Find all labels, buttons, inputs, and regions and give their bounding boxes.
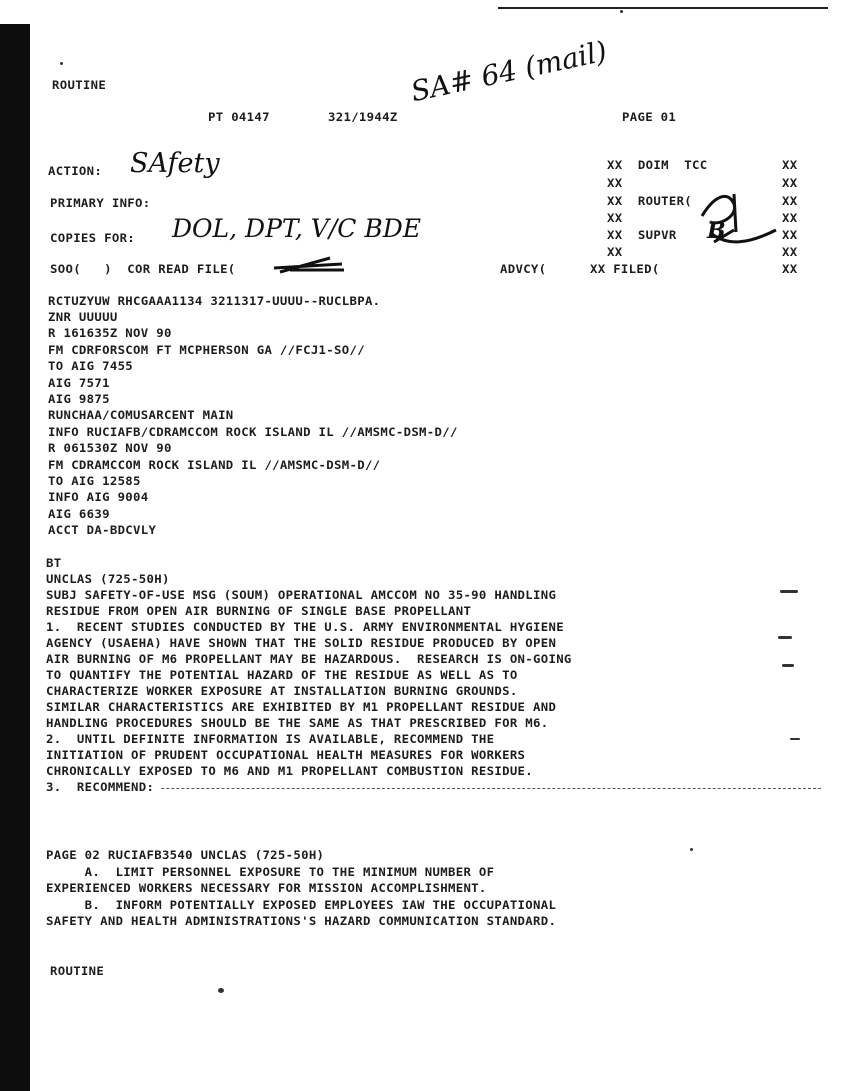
page-break-rule <box>46 788 821 789</box>
right-xx-2: XX <box>782 176 798 190</box>
scan-speck <box>690 848 693 851</box>
routing-line-6: AIG 7571 <box>48 376 110 390</box>
right-xx-4: XX <box>782 211 798 225</box>
routing-line-11: FM CDRAMCCOM ROCK ISLAND IL //AMSMC-DSM-D// <box>48 458 381 472</box>
scan-margin-bar <box>0 24 30 1091</box>
body-line-13: INITIATION OF PRUDENT OCCUPATIONAL HEALTH MEASURES FOR WORKERS <box>46 748 526 762</box>
routing-doim-tcc: XX DOIM TCC <box>607 158 708 172</box>
initials-handwritten: B <box>707 218 726 244</box>
body-line-15: 3. RECOMMEND: <box>46 780 161 794</box>
action-label: ACTION: <box>48 164 103 178</box>
precedence-top: ROUTINE <box>52 78 107 92</box>
body-line-6: AGENCY (USAEHA) HAVE SHOWN THAT THE SOLID RESIDUE PRODUCED BY OPEN <box>46 636 557 650</box>
right-xx-7: XX <box>782 262 798 276</box>
routing-line-7: AIG 9875 <box>48 392 110 406</box>
scan-speck <box>218 988 224 993</box>
date-time-group: 321/1944Z <box>328 110 398 124</box>
pt-number: PT 04147 <box>208 110 270 124</box>
routing-row-1: XX <box>607 176 623 190</box>
primary-info-label: PRIMARY INFO: <box>50 196 151 210</box>
sa-handwritten-note: SA# 64 (mail) <box>408 34 610 109</box>
routing-filed: XX FILED( <box>590 262 660 276</box>
body-line-5: 1. RECENT STUDIES CONDUCTED BY THE U.S. ARMY ENVIRONMENTAL HYGIENE <box>46 620 564 634</box>
body-line-9: CHARACTERIZE WORKER EXPOSURE AT INSTALLATION BURNING GROUNDS. <box>46 684 518 698</box>
routing-line-15: ACCT DA-BDCVLY <box>48 523 157 537</box>
scan-speck <box>782 664 794 667</box>
routing-line-14: AIG 6639 <box>48 507 110 521</box>
copies-for-label: COPIES FOR: <box>50 231 136 245</box>
body-line-2: UNCLAS (725-50H) <box>46 572 170 586</box>
page2-line-1: PAGE 02 RUCIAFB3540 UNCLAS (725-50H) <box>46 848 325 862</box>
body-line-10: SIMILAR CHARACTERISTICS ARE EXHIBITED BY M1 PROPELLANT RESIDUE AND <box>46 700 557 714</box>
precedence-footer: ROUTINE <box>50 964 105 978</box>
routing-line-3: R 161635Z NOV 90 <box>48 326 172 340</box>
right-xx-3: XX <box>782 194 798 208</box>
copies-handwritten: DOL, DPT, V/C BDE <box>172 214 422 243</box>
body-line-1: BT <box>46 556 62 570</box>
routing-line-9: INFO RUCIAFB/CDRAMCCOM ROCK ISLAND IL //AMSMC-DSM-D// <box>48 425 458 439</box>
scan-speck <box>620 10 623 13</box>
scan-speck <box>790 738 800 740</box>
scan-speck <box>60 62 63 65</box>
soo-cor-read-file: SOO( ) COR READ FILE( <box>50 262 236 276</box>
page2-line-2: A. LIMIT PERSONNEL EXPOSURE TO THE MINIMUM NUMBER OF <box>46 865 495 879</box>
routing-supvr: XX SUPVR <box>607 228 677 242</box>
action-handwritten: SAfety <box>130 148 220 179</box>
routing-line-2: ZNR UUUUU <box>48 310 118 324</box>
routing-row-5: XX <box>607 245 623 259</box>
body-line-14: CHRONICALLY EXPOSED TO M6 AND M1 PROPELLANT COMBUSTION RESIDUE. <box>46 764 534 778</box>
routing-line-5: TO AIG 7455 <box>48 359 134 373</box>
routing-router: XX ROUTER( <box>607 194 693 208</box>
routing-line-8: RUNCHAA/COMUSARCENT MAIN <box>48 408 234 422</box>
page2-line-4: B. INFORM POTENTIALLY EXPOSED EMPLOYEES IAW THE OCCUPATIONAL <box>46 898 557 912</box>
routing-row-3: XX <box>607 211 623 225</box>
advcy-label: ADVCY( <box>500 262 547 276</box>
body-line-11: HANDLING PROCEDURES SHOULD BE THE SAME AS THAT PRESCRIBED FOR M6. <box>46 716 549 730</box>
body-line-8: TO QUANTIFY THE POTENTIAL HAZARD OF THE RESIDUE AS WELL AS TO <box>46 668 518 682</box>
right-xx-1: XX <box>782 158 798 172</box>
body-line-3: SUBJ SAFETY-OF-USE MSG (SOUM) OPERATIONAL AMCCOM NO 35-90 HANDLING <box>46 588 557 602</box>
page2-line-3: EXPERIENCED WORKERS NECESSARY FOR MISSION ACCOMPLISHMENT. <box>46 881 487 895</box>
scan-speck <box>780 590 798 593</box>
routing-line-1: RCTUZYUW RHCGAAA1134 3211317-UUUU--RUCLBPA. <box>48 294 381 308</box>
body-line-7: AIR BURNING OF M6 PROPELLANT MAY BE HAZARDOUS. RESEARCH IS ON-GOING <box>46 652 572 666</box>
routing-line-13: INFO AIG 9004 <box>48 490 149 504</box>
page2-line-5: SAFETY AND HEALTH ADMINISTRATIONS'S HAZARD COMMUNICATION STANDARD. <box>46 914 557 928</box>
routing-line-10: R 061530Z NOV 90 <box>48 441 172 455</box>
body-line-4: RESIDUE FROM OPEN AIR BURNING OF SINGLE BASE PROPELLANT <box>46 604 472 618</box>
right-xx-5: XX <box>782 228 798 242</box>
page-number: PAGE 01 <box>622 110 677 124</box>
scan-speck <box>778 636 792 639</box>
routing-line-12: TO AIG 12585 <box>48 474 141 488</box>
routing-line-4: FM CDRFORSCOM FT MCPHERSON GA //FCJ1-SO// <box>48 343 365 357</box>
top-rule <box>498 7 828 9</box>
strike-mark <box>270 252 350 276</box>
initials-scribble <box>694 186 784 256</box>
body-line-12: 2. UNTIL DEFINITE INFORMATION IS AVAILABLE, RECOMMEND THE <box>46 732 495 746</box>
right-xx-6: XX <box>782 245 798 259</box>
